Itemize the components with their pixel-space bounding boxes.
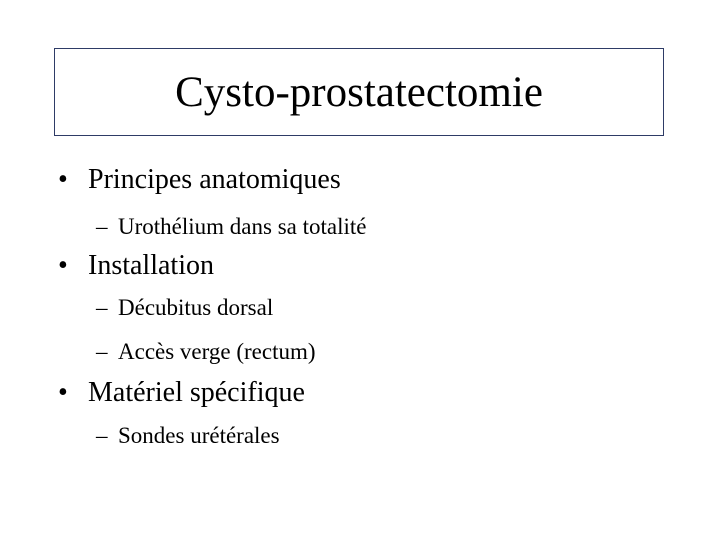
bullet-text: Principes anatomiques <box>88 164 341 195</box>
bullet-text: Installation <box>88 250 214 281</box>
sub-bullet-text: Accès verge (rectum) <box>118 339 316 364</box>
bullet-installation <box>58 252 214 280</box>
sub-bullet-marker: – <box>96 423 108 448</box>
bullet-text: Matériel spécifique <box>88 377 305 408</box>
bullet-materiel <box>58 379 305 407</box>
sub-bullet-marker: – <box>96 339 108 364</box>
bullet-marker: • <box>58 164 68 195</box>
sub-bullet-sondes <box>96 424 280 447</box>
sub-bullet-text: Urothélium dans sa totalité <box>118 214 367 239</box>
sub-bullet-acces <box>96 340 316 363</box>
title-box <box>54 48 664 136</box>
bullet-marker: • <box>58 377 68 408</box>
bullet-marker: • <box>58 250 68 281</box>
sub-bullet-decubitus <box>96 296 273 319</box>
sub-bullet-marker: – <box>96 295 108 320</box>
sub-bullet-marker: – <box>96 214 108 239</box>
sub-bullet-text: Décubitus dorsal <box>118 295 274 320</box>
sub-bullet-urothelium <box>96 215 366 238</box>
slide-title: Cysto-prostatectomie <box>175 68 543 116</box>
sub-bullet-text: Sondes urétérales <box>118 423 280 448</box>
bullet-principes <box>58 166 341 194</box>
